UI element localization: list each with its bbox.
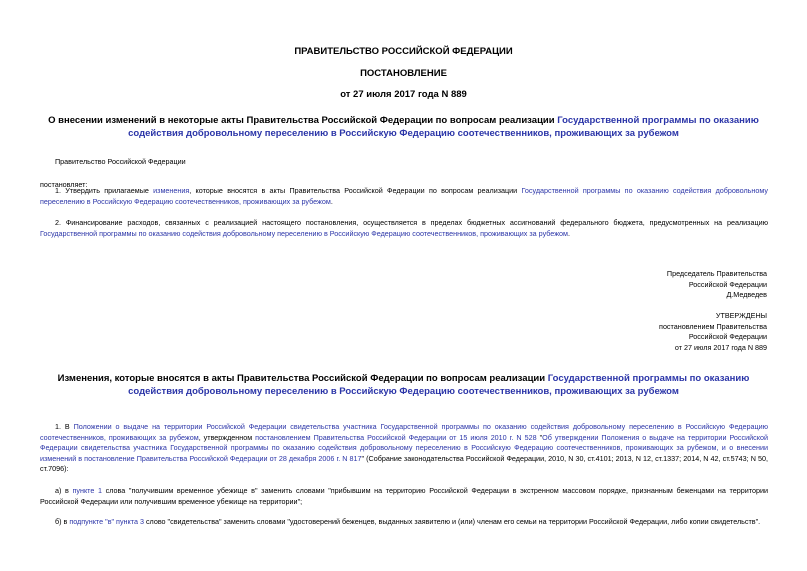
p1-text-c: . <box>330 196 333 206</box>
approved-date: от 27 июля 2017 года N 889 <box>674 342 767 352</box>
p1-text-b: , которые вносятся в акты Правительства Российской Федерации по вопросам реализации <box>189 186 522 195</box>
document-title <box>40 115 767 140</box>
item1-text-a: 1. В <box>55 422 74 431</box>
item-a-clause-link[interactable]: пункте 1 <box>72 486 103 495</box>
item1-resolution-link[interactable]: постановлением Правительства Российской Федерации от 15 июля 2010 г. N 528 <box>255 432 537 442</box>
approved-title: УТВЕРЖДЕНЫ <box>715 311 767 320</box>
decides-text: постановляет: <box>40 180 88 189</box>
item1-approval-link[interactable]: Об утверждении Положения о выдаче на территории Российской Федерации свидетельства участника Государственной программы по оказанию содействия добровольному переселению в Российскую Федерацию соотечественников, проживающих за рубежом, и о внесении изменений в постановление Правительства Российской Федерации от 28 декабря 2006 г. N 817 <box>40 432 768 463</box>
item1-regulation-link[interactable]: Положении о выдаче на территории Российской Федерации свидетельства участника Государственной программы по оказанию содействия добровольному переселению в Российскую Федерацию соотечественников, проживающих за рубежом <box>40 422 768 442</box>
approved-by: постановлением Правительства <box>659 321 767 331</box>
title-program-link[interactable]: Государственной программы по оказанию содействия добровольному переселению в Российскую Федерацию соотечественников, проживающих за рубежом <box>128 115 759 139</box>
p2-text-b: . <box>567 228 570 238</box>
document-type: ПОСТАНОВЛЕНИЕ <box>360 68 447 79</box>
changes-title-prefix: Изменения, которые вносятся в акты Правительства Российской Федерации по вопросам реализации <box>57 373 548 384</box>
item-b-subclause-link[interactable]: подпункте "в" пункта 3 <box>69 517 144 526</box>
p2-text-a: 2. Финансирование расходов, связанных с реализацией настоящего постановления, осуществляется в пределах бюджетных ассигнований федерального бюджета, предусмотренных на реализацию <box>55 218 768 227</box>
item1-text-c: " <box>536 432 543 442</box>
title-prefix: О внесении изменений в некоторые акты Правительства Российской Федерации по вопросам реализации <box>48 115 558 126</box>
changes-title <box>40 373 767 398</box>
approved-country: Российской Федерации <box>688 332 767 341</box>
changes-title-program-link[interactable]: Государственной программы по оказанию содействия добровольному переселению в Российскую Федерацию соотечественников, проживающих за рубежом <box>128 373 750 397</box>
item-b-text-b: слово "свидетельства" заменить словами "удостоверений беженцев, выданных заявителю и (или) членам его семьи на территории Российской Федерации, либо копии свидетельств". <box>143 517 761 526</box>
approved-block <box>467 311 767 353</box>
paragraph-2 <box>40 218 768 239</box>
p1-text-a: 1. Утвердить прилагаемые <box>55 186 154 195</box>
signature-country: Российской Федерации <box>688 279 767 289</box>
p2-program-link[interactable]: Государственной программы по оказанию содействия добровольному переселению в Российскую Федерацию соотечественников, проживающих за рубежом <box>40 228 568 238</box>
item1-text-d: " (Собрание законодательства Российской Федерации, 2010, N 30, ст.4101; 2013, N 12, ст.1337; 2014, N 42, ст.5743; N 50, ст.7096): <box>40 453 768 473</box>
item-b-text-a: б) в <box>55 517 70 526</box>
p1-program-link[interactable]: Государственной программы по оказанию содействия добровольному переселению в Российскую Федерацию соотечественников, проживающих за рубежом <box>40 186 768 206</box>
p1-changes-link[interactable]: изменения <box>153 186 190 195</box>
paragraph-1 <box>40 186 768 207</box>
item-a <box>40 486 768 507</box>
item-1 <box>40 422 768 475</box>
item-b <box>40 517 768 528</box>
government-name: Правительство Российской Федерации <box>55 157 186 166</box>
signature-position: Председатель Правительства <box>666 269 767 278</box>
signature-name: Д.Медведев <box>726 290 767 299</box>
document-date: от 27 июля 2017 года N 889 <box>340 89 467 100</box>
item1-text-b: , утвержденном <box>198 432 256 442</box>
item-a-text-b: слова "получившим временное убежище в" заменить словами "прибывшим на территорию Российской Федерации в экстренном массовом порядке, признанным беженцами на территории Российской Федерации или получившим временное убежище на территории"; <box>40 486 768 506</box>
government-heading: ПРАВИТЕЛЬСТВО РОССИЙСКОЙ ФЕДЕРАЦИИ <box>294 46 513 57</box>
item-a-text-a: а) в <box>55 486 73 495</box>
signature-block <box>467 269 767 301</box>
